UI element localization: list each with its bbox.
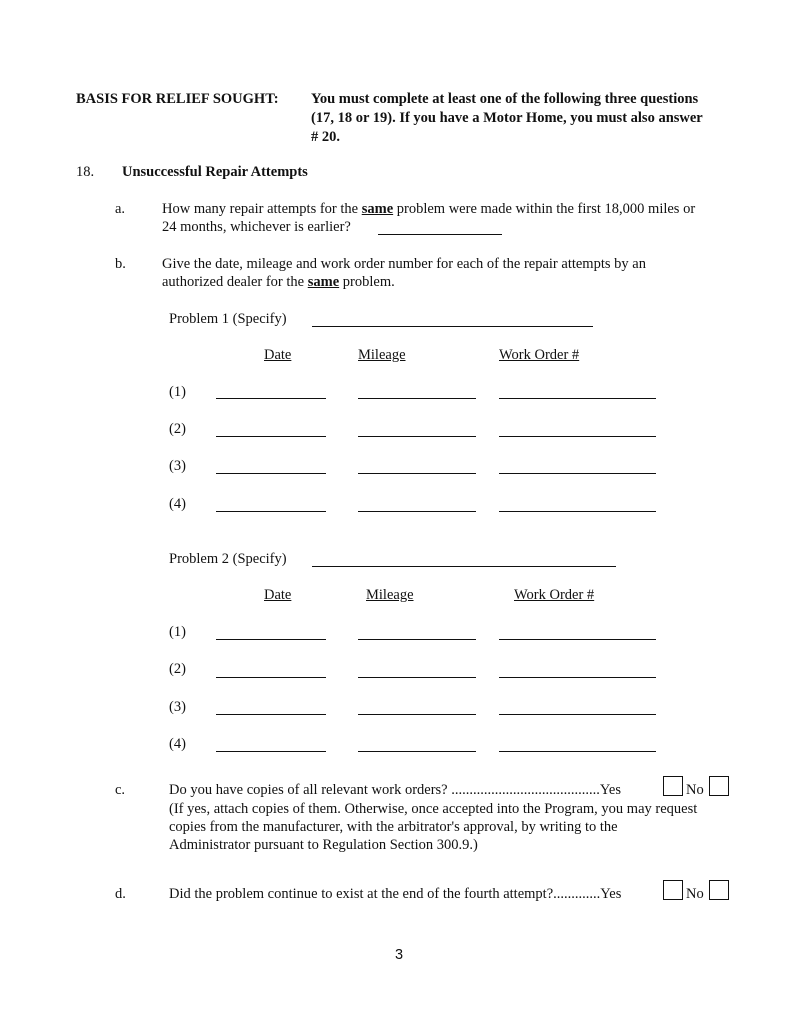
question-d-letter: d.: [115, 886, 126, 902]
problem-1-date-header: Date: [264, 347, 292, 363]
work-order-field[interactable]: [499, 511, 656, 512]
question-b-letter: b.: [115, 256, 126, 272]
page-number: 3: [395, 947, 404, 963]
problem-2-date-header: Date: [264, 587, 292, 603]
work-order-field[interactable]: [499, 639, 656, 640]
question-c-letter: c.: [115, 782, 126, 798]
question-d-no-checkbox[interactable]: [709, 880, 729, 900]
problem-1-specify-field[interactable]: [312, 326, 593, 327]
question-b-line-1: Give the date, mileage and work order number for each of the repair attempts by an: [162, 256, 646, 272]
basis-line-3: # 20.: [311, 129, 340, 145]
question-c-note-line-3: Administrator pursuant to Regulation Section 300.9.): [169, 837, 478, 853]
date-field[interactable]: [216, 511, 326, 512]
question-b-line-2: authorized dealer for the same problem.: [162, 274, 395, 290]
row-number: (3): [169, 699, 186, 715]
question-a-line-1: How many repair attempts for the same problem were made within the first 18,000 miles or: [162, 201, 696, 217]
question-d-no-label: No: [686, 886, 704, 902]
question-c-note-line-1: (If yes, attach copies of them. Otherwise, once accepted into the Program, you may request: [169, 801, 698, 817]
row-number: (2): [169, 661, 186, 677]
mileage-field[interactable]: [358, 398, 476, 399]
problem-2-label: Problem 2 (Specify): [169, 551, 287, 567]
date-field[interactable]: [216, 639, 326, 640]
date-field[interactable]: [216, 677, 326, 678]
work-order-field[interactable]: [499, 473, 656, 474]
row-number: (4): [169, 496, 186, 512]
work-order-field[interactable]: [499, 398, 656, 399]
repair-attempts-count-field[interactable]: [378, 234, 502, 235]
date-field[interactable]: [216, 751, 326, 752]
problem-1-label: Problem 1 (Specify): [169, 311, 287, 327]
question-c-note-line-2: copies from the manufacturer, with the arbitrator's approval, by writing to the: [169, 819, 618, 835]
problem-2-specify-field[interactable]: [312, 566, 616, 567]
row-number: (4): [169, 736, 186, 752]
problem-2-work-order-header: Work Order #: [514, 587, 595, 603]
mileage-field[interactable]: [358, 751, 476, 752]
question-c-text: Do you have copies of all relevant work orders? .........................................Yes: [169, 782, 621, 798]
date-field[interactable]: [216, 436, 326, 437]
question-c-yes-checkbox[interactable]: [663, 776, 683, 796]
problem-1-work-order-header: Work Order #: [499, 347, 580, 363]
work-order-field[interactable]: [499, 677, 656, 678]
question-d-yes-checkbox[interactable]: [663, 880, 683, 900]
emphasis-same: same: [307, 274, 340, 290]
date-field[interactable]: [216, 473, 326, 474]
section-title: Unsuccessful Repair Attempts: [122, 164, 308, 180]
question-a-line-2: 24 months, whichever is earlier?: [162, 219, 351, 235]
row-number: (2): [169, 421, 186, 437]
emphasis-same: same: [361, 201, 394, 217]
mileage-field[interactable]: [358, 511, 476, 512]
basis-label: BASIS FOR RELIEF SOUGHT:: [76, 91, 279, 107]
question-a-letter: a.: [115, 201, 126, 217]
row-number: (1): [169, 624, 186, 640]
problem-2-mileage-header: Mileage: [366, 587, 414, 603]
row-number: (1): [169, 384, 186, 400]
question-c-no-checkbox[interactable]: [709, 776, 729, 796]
basis-line-1: You must complete at least one of the following three questions: [311, 91, 699, 107]
mileage-field[interactable]: [358, 639, 476, 640]
mileage-field[interactable]: [358, 473, 476, 474]
work-order-field[interactable]: [499, 714, 656, 715]
mileage-field[interactable]: [358, 714, 476, 715]
problem-1-mileage-header: Mileage: [358, 347, 406, 363]
work-order-field[interactable]: [499, 436, 656, 437]
date-field[interactable]: [216, 398, 326, 399]
section-number: 18.: [76, 164, 95, 180]
date-field[interactable]: [216, 714, 326, 715]
basis-line-2: (17, 18 or 19). If you have a Motor Home, you must also answer: [311, 110, 703, 126]
work-order-field[interactable]: [499, 751, 656, 752]
question-c-no-label: No: [686, 782, 704, 798]
mileage-field[interactable]: [358, 436, 476, 437]
mileage-field[interactable]: [358, 677, 476, 678]
row-number: (3): [169, 458, 186, 474]
question-d-text: Did the problem continue to exist at the end of the fourth attempt?.............Yes: [169, 886, 622, 902]
